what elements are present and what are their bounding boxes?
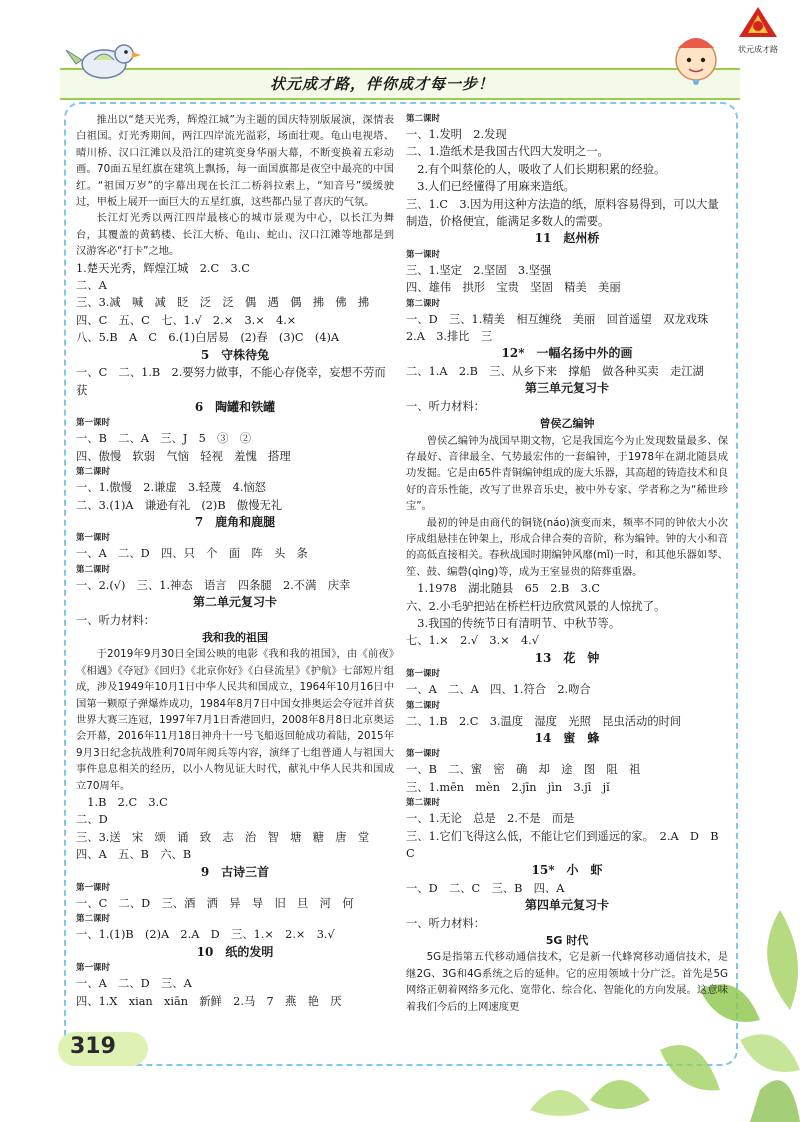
section-title: 13 花 钟 (534, 650, 600, 665)
answer-line: 八、5.B A C 6.(1)白居易 (2)春 (3)C (4)A (76, 331, 340, 345)
answer-line: 2.A 3.排比 三 (406, 330, 493, 344)
answer-line: 1.B 2.C 3.C (76, 796, 168, 810)
lesson-label: 第一课时 (76, 418, 111, 429)
lesson-label: 第二课时 (406, 700, 441, 711)
mascot-icon (668, 26, 724, 86)
answer-line: 二、1.造纸术是我国古代四大发明之一。 (406, 145, 609, 159)
answer-line: 一、C 二、1.B 2.要努力做事，不能心存侥幸，妄想不劳而获 (76, 366, 386, 397)
answer-line: 一、C 二、D 三、酒 洒 异 导 旧 旦 河 何 (76, 897, 354, 911)
answer-line: 四、雄伟 拱形 宝贵 坚固 精美 美丽 (406, 281, 621, 295)
answer-line: 一、A 二、D 四、只 个 面 阵 头 条 (76, 547, 308, 561)
passage-title: 我和我的祖国 (202, 630, 268, 644)
answer-line: 七、1.× 2.√ 3.× 4.√ (406, 634, 539, 648)
section-title: 7 鹿角和鹿腿 (194, 514, 276, 529)
section-title: 6 陶罐和铁罐 (194, 399, 276, 414)
answer-line: 二、3.(1)A 谦逊有礼 (2)B 傲慢无礼 (76, 498, 283, 512)
answer-line: 六、2.小毛驴把站在桥栏杆边欣赏风景的人惊扰了。 (406, 599, 666, 613)
answer-line: 一、D 二、C 三、B 四、A (406, 881, 565, 895)
answer-line: 四、C 五、C 七、1.√ 2.× 3.× 4.× (76, 313, 297, 327)
answer-line: 3.人们已经懂得了用麻来造纸。 (406, 180, 575, 194)
passage-paragraph: 于2019年9月30日全国公映的电影《我和我的祖国》，由《前夜》《相遇》《夺冠》《回归》《北京你好》《白昼流星》《护航》七部短片组成，涉及1949年10月1日中华人民共和国成立，1964年10月16日中国第一颗原子弹爆炸成功，1984年8月7日中国女排奥运会夺冠并首获世界大赛三连冠，1997年7月1日香港回归，2008年8月8日北京奥运会开幕，2016年11月18日神舟十一号飞船返回舱成功着陆，2015年9月3日纪念抗战胜利70周年阅兵等内容，演绎了七组普通人与祖国大事件息息相关的经历，以小人物见证大时代，献礼中华人民共和国成立70周年。 (76, 648, 394, 792)
section-title: 第二单元复习卡 (192, 595, 277, 610)
answer-line: 一、听力材料： (406, 916, 486, 930)
page-number: 319 (70, 1034, 116, 1059)
answer-line: 四、1.X xian xiān 新鲜 2.马 7 燕 艳 厌 (76, 994, 342, 1008)
answer-line: 二、A (76, 279, 107, 293)
answer-line: 一、1.傲慢 2.谦虚 3.轻蔑 4.恼怒 (76, 481, 266, 495)
answer-line: 一、D 三、1.精美 相互缠绕 美丽 回首遥望 双龙戏珠 (406, 312, 709, 326)
answer-line: 一、1.无论 总是 2.不是 而是 (406, 812, 575, 826)
answer-line: 三、1.mēn mèn 2.jīn jìn 3.jī jǐ (406, 780, 610, 794)
section-title: 15* 小 虾 (531, 863, 603, 878)
answer-line: 一、A 二、A 四、1.符合 2.吻合 (406, 683, 591, 697)
lesson-label: 第二课时 (76, 564, 111, 575)
answer-line: 1.楚天光秀，辉煌江城 2.C 3.C (76, 261, 250, 275)
lesson-label: 第一课时 (76, 533, 111, 544)
answer-line: 三、1.它们飞得这么低，不能让它们到遥远的家。 2.A D B C (406, 829, 730, 861)
section-title: 12* 一幅名扬中外的画 (501, 346, 633, 361)
passage-title: 5G 时代 (545, 934, 589, 948)
section-title: 14 蜜 蜂 (534, 731, 600, 745)
passage-title: 曾侯乙编钟 (539, 417, 595, 431)
logo-text: 状元成才路 (738, 45, 778, 54)
lesson-label: 第一课时 (406, 749, 441, 760)
answer-line: 四、A 五、B 六、B (76, 848, 192, 862)
section-title: 第三单元复习卡 (524, 381, 609, 396)
lesson-label: 第二课时 (406, 298, 441, 309)
answer-line: 一、1.发明 2.发现 (406, 128, 507, 141)
answer-line: 四、傲慢 软弱 气恼 轻视 羞愧 搭理 (76, 449, 291, 463)
answer-line: 一、B 二、蜜 密 确 却 途 图 阻 祖 (406, 763, 641, 777)
section-title: 9 古诗三首 (200, 864, 270, 879)
answer-line: 一、听力材料： (76, 613, 156, 627)
lesson-label: 第一课时 (406, 249, 441, 260)
section-title: 第四单元复习卡 (524, 898, 609, 913)
section-title: 5 守株待兔 (200, 347, 270, 362)
answer-line: 2.有个叫蔡伦的人，吸收了人们长期积累的经验。 (406, 162, 666, 176)
passage-paragraph: 5G是指第五代移动通信技术，它是新一代蜂窝移动通信技术，是继2G、3G和4G系统之后的延伸。它的应用领域十分广泛。首先是5G网络正朝着网络多元化、宽带化、综合化、智能化的方向发展。这意味着我们今后的上网速度更 (406, 951, 728, 1013)
lesson-label: 第一课时 (76, 883, 111, 894)
passage-paragraph: 长江灯光秀以两江四岸最核心的城市景观为中心，以长江为舞台，其覆盖的黄鹤楼、长江大桥、龟山、蛇山、汉口江滩等地都是到汉游客必“打卡”之地。 (76, 212, 394, 258)
passage-paragraph: 推出以“楚天光秀，辉煌江城”为主题的国庆特别版展演，深情表白祖国。灯光秀期间，两江四岸流光溢彩，场面壮观。龟山电视塔、晴川桥、汉口江滩以及沿江的建筑变身华丽大幕，不断变换着五彩动画。70面五星红旗在建筑上飘扬，每一面国旗都是夜空中最亮的中国红。“祖国万岁”的字幕出现在长江二桥斜拉索上，“知音号”缓缓驶过，甲板上展开一面巨大的五星红旗，这些都凸显了喜庆的气氛。 (76, 114, 394, 209)
answer-line: 二、1.A 2.B 三、从乡下来 撑船 做各种买卖 走江湖 (406, 364, 704, 378)
answer-column-right (406, 112, 728, 1015)
answer-line: 一、听力材料： (406, 399, 486, 413)
lesson-label: 第一课时 (76, 963, 111, 974)
lesson-label: 第二课时 (406, 114, 441, 124)
header-slogan: 状元成才路，伴你成才每一步！ (270, 75, 495, 93)
answer-line: 3.我国的传统节日有清明节、中秋节等。 (406, 616, 621, 630)
answer-line: 一、A 二、D 三、A (76, 977, 192, 991)
lesson-label: 第一课时 (406, 669, 441, 680)
logo-emblem-icon (738, 6, 778, 38)
section-title: 11 赵州桥 (534, 231, 600, 246)
answer-line: 三、1.C 3.因为用这种方法造的纸，原料容易得到，可以大量制造，价格便宜，能满足多数人的需要。 (406, 197, 719, 229)
brand-logo (722, 6, 794, 52)
answer-line: 一、2.(√) 三、1.神态 语言 四条腿 2.不满 庆幸 (76, 578, 351, 592)
lesson-label: 第二课时 (76, 914, 111, 925)
answer-line: 三、3.减 喊 减 眨 泛 泛 偶 遇 偶 拂 佛 拂 (76, 296, 370, 310)
passage-paragraph: 曾侯乙编钟为战国早期文物，它是我国迄今为止发现数量最多、保存最好、音律最全、气势最宏伟的一套编钟，于1978年在湖北随县成功发掘。它是由65件青铜编钟组成的庞大乐器，其高超的铸造技术和良好的音乐性能，改写了世界音乐史，被中外专家、学者称之为“稀世珍宝”。 (406, 434, 729, 513)
bird-icon (62, 30, 142, 90)
leaf-decoration-bottom-icon (520, 1040, 660, 1122)
answer-line: 一、B 二、A 三、J 5 ③ ② (76, 432, 252, 446)
lesson-label: 第二课时 (76, 467, 111, 478)
answer-line: 三、3.送 宋 颂 诵 致 志 治 智 塘 糖 唐 堂 (76, 830, 370, 844)
section-title: 10 纸的发明 (196, 944, 274, 959)
answer-line: 三、1.坚定 2.坚固 3.坚强 (406, 263, 552, 277)
answer-line: 二、D (76, 813, 108, 827)
passage-paragraph: 最初的钟是由商代的铜铙(náo)演变而来，频率不同的钟依大小次序成组悬挂在钟架上，形成合律合奏的音阶，称为编钟。钟的大小和音的高低直接相关。春秋战国时期编钟风靡(mǐ)一时，和其他乐器如琴、笙、鼓、编磬(qìng)等，成为王室显贵的陪葬重器。 (406, 516, 728, 578)
answer-line: 1.1978 湖北随县 65 2.B 3.C (406, 582, 601, 596)
answer-line: 二、1.B 2.C 3.温度 湿度 光照 昆虫活动的时间 (406, 714, 682, 728)
answer-column-left (76, 112, 394, 1010)
answer-line: 一、1.(1)B (2)A 2.A D 三、1.× 2.× 3.√ (76, 928, 335, 942)
lesson-label: 第二课时 (406, 798, 441, 809)
